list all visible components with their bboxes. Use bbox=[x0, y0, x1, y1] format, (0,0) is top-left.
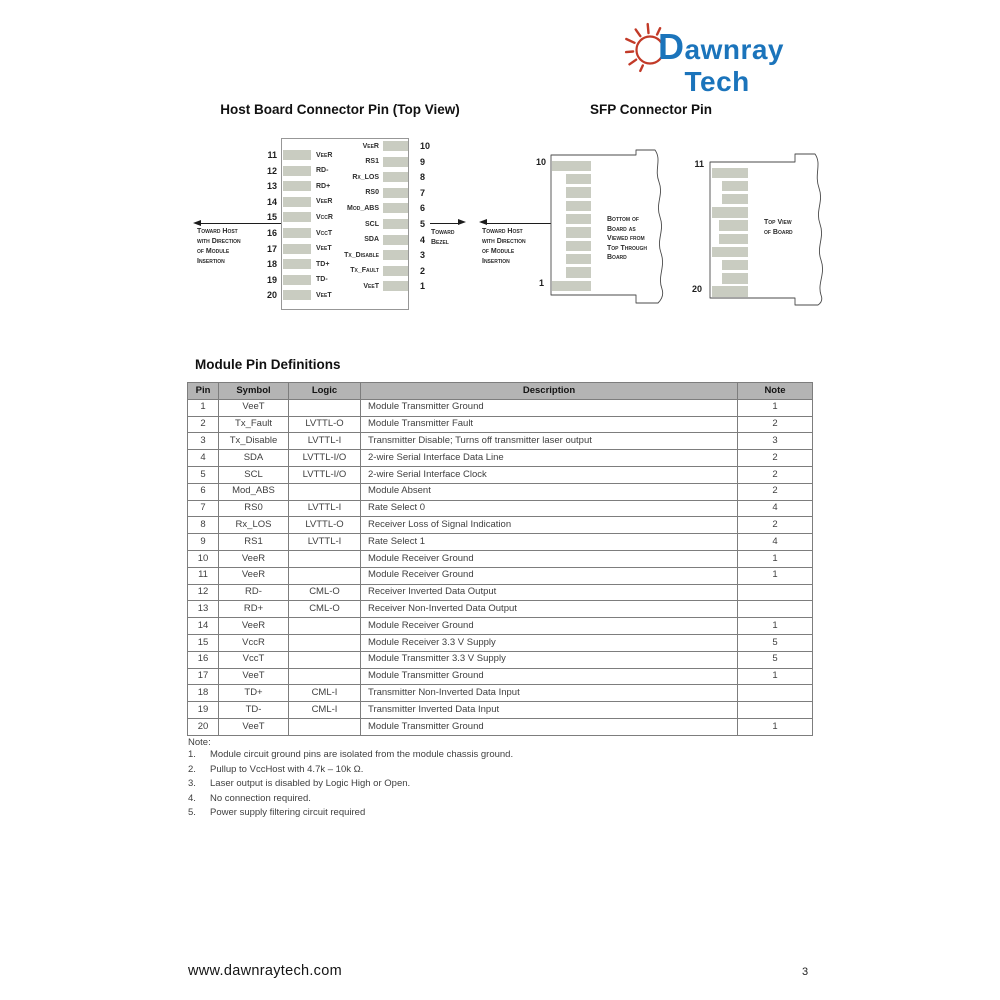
connector-pad bbox=[283, 290, 311, 300]
label-line: Top Through bbox=[607, 244, 647, 252]
cell-note bbox=[738, 685, 813, 702]
connector-pad bbox=[383, 250, 408, 260]
note-number: 3. bbox=[188, 778, 196, 789]
cell-symbol: VeeT bbox=[219, 668, 289, 685]
cell-description: Module Transmitter Ground bbox=[361, 668, 738, 685]
pin-number: 17 bbox=[266, 243, 277, 254]
pin-label: VeeR bbox=[316, 151, 333, 159]
pin-label: VeeR bbox=[316, 198, 333, 206]
pin-number: 4 bbox=[420, 234, 426, 245]
cell-pin: 15 bbox=[188, 634, 219, 651]
pin-label: VeeT bbox=[363, 282, 379, 290]
cell-logic: CML-I bbox=[289, 702, 361, 719]
sfp-pin-number: 10 bbox=[535, 157, 546, 167]
cell-pin: 1 bbox=[188, 399, 219, 416]
cell-pin: 17 bbox=[188, 668, 219, 685]
column-header: Logic bbox=[289, 383, 361, 400]
cell-pin: 10 bbox=[188, 550, 219, 567]
pin-number: 15 bbox=[266, 212, 277, 223]
cell-note: 2 bbox=[738, 466, 813, 483]
sfp-pad-1 bbox=[552, 281, 591, 292]
host-pin-row bbox=[284, 141, 430, 152]
cell-logic: CML-O bbox=[289, 601, 361, 618]
cell-note: 2 bbox=[738, 517, 813, 534]
pin-number: 1 bbox=[420, 281, 426, 292]
cell-logic: LVTTL-I bbox=[289, 534, 361, 551]
table-row bbox=[188, 584, 813, 601]
note-item bbox=[188, 748, 808, 763]
table-title: Module Pin Definitions bbox=[195, 357, 341, 372]
pin-number: 14 bbox=[266, 196, 277, 207]
cell-note bbox=[738, 584, 813, 601]
cell-symbol: TD+ bbox=[219, 685, 289, 702]
pin-label: SDA bbox=[364, 236, 379, 244]
label-line: of Module bbox=[197, 248, 230, 255]
cell-symbol: VeeT bbox=[219, 718, 289, 735]
cell-symbol: VeeR bbox=[219, 567, 289, 584]
table-row bbox=[188, 399, 813, 416]
pin-label: VeeR bbox=[362, 142, 379, 150]
connector-pad bbox=[383, 157, 408, 167]
label-line: with Direction bbox=[482, 238, 526, 245]
note-number: 5. bbox=[188, 807, 196, 818]
connector-pad bbox=[383, 266, 408, 276]
table-row bbox=[188, 534, 813, 551]
note-text: No connection required. bbox=[210, 792, 311, 804]
note-text: Module circuit ground pins are isolated from the module chassis ground. bbox=[210, 749, 514, 760]
table-row bbox=[188, 416, 813, 433]
note-text: Power supply filtering circuit required bbox=[210, 807, 366, 818]
notes-title: Note: bbox=[188, 737, 211, 748]
left-arrow-line bbox=[200, 223, 281, 224]
table-row bbox=[188, 651, 813, 668]
cell-note bbox=[738, 702, 813, 719]
column-header: Description bbox=[361, 383, 738, 400]
cell-note: 1 bbox=[738, 399, 813, 416]
notes-list bbox=[188, 748, 808, 821]
cell-description: 2-wire Serial Interface Data Line bbox=[361, 450, 738, 467]
table-row bbox=[188, 517, 813, 534]
sfp-pad-5 bbox=[566, 227, 591, 238]
pin-number: 2 bbox=[420, 265, 426, 276]
cell-pin: 5 bbox=[188, 466, 219, 483]
cell-symbol: RS1 bbox=[219, 534, 289, 551]
host-pin-row bbox=[284, 250, 425, 261]
cell-description: Transmitter Non-Inverted Data Input bbox=[361, 685, 738, 702]
pin-label: VeeT bbox=[316, 291, 332, 299]
table-row bbox=[188, 550, 813, 567]
sfp-pad-4 bbox=[566, 241, 591, 252]
cell-note: 1 bbox=[738, 618, 813, 635]
pin-label: TD- bbox=[316, 276, 328, 284]
table-row bbox=[188, 685, 813, 702]
note-item bbox=[188, 792, 808, 807]
column-header: Pin bbox=[188, 383, 219, 400]
note-number: 1. bbox=[188, 749, 196, 760]
table-row bbox=[188, 466, 813, 483]
pin-number: 13 bbox=[266, 181, 277, 192]
sfp-pad-14 bbox=[712, 207, 748, 218]
label-line: Top View bbox=[764, 219, 792, 226]
cell-logic: LVTTL-O bbox=[289, 416, 361, 433]
connector-pad bbox=[383, 203, 408, 213]
pin-number: 10 bbox=[420, 141, 431, 151]
host-pin-row bbox=[284, 265, 425, 276]
label-line: Board bbox=[607, 254, 627, 261]
pin-number: 6 bbox=[420, 203, 426, 214]
host-pin-row bbox=[284, 281, 425, 292]
cell-pin: 12 bbox=[188, 584, 219, 601]
note-text: Pullup to VccHost with 4.7k – 10k Ω. bbox=[210, 763, 364, 775]
cell-note: 4 bbox=[738, 534, 813, 551]
cell-logic bbox=[289, 550, 361, 567]
right-arrow-icon bbox=[458, 219, 466, 225]
logo-first-letter: D bbox=[658, 26, 685, 67]
connector-pad bbox=[383, 188, 408, 198]
cell-logic bbox=[289, 718, 361, 735]
label-line: Board as bbox=[607, 225, 636, 233]
pin-number: 11 bbox=[267, 150, 277, 160]
pin-number: 12 bbox=[266, 165, 277, 176]
cell-logic: LVTTL-I/O bbox=[289, 466, 361, 483]
pin-number: 20 bbox=[266, 290, 277, 301]
sfp-pad-15 bbox=[719, 220, 748, 231]
cell-symbol: SDA bbox=[219, 450, 289, 467]
cell-logic: CML-O bbox=[289, 584, 361, 601]
pin-label: Tx_Fault bbox=[350, 267, 379, 275]
pin-definitions-table bbox=[187, 382, 813, 736]
label-line: Bottom of bbox=[607, 216, 639, 223]
cell-note: 1 bbox=[738, 668, 813, 685]
sfp-pad-16 bbox=[719, 234, 748, 245]
note-text: Laser output is disabled by Logic High or Open. bbox=[210, 778, 411, 789]
pin-number: 16 bbox=[266, 228, 277, 238]
pin-number: 3 bbox=[420, 250, 426, 261]
pin-label: SCL bbox=[365, 220, 379, 228]
cell-symbol: Rx_LOS bbox=[219, 517, 289, 534]
cell-description: Transmitter Disable; Turns off transmitter laser output bbox=[361, 433, 738, 450]
note-item bbox=[188, 763, 808, 778]
cell-note: 3 bbox=[738, 433, 813, 450]
cell-description: Module Transmitter Fault bbox=[361, 416, 738, 433]
cell-pin: 4 bbox=[188, 450, 219, 467]
sfp-pad-13 bbox=[722, 194, 748, 205]
cell-description: Receiver Inverted Data Output bbox=[361, 584, 738, 601]
sfp-pad-19 bbox=[722, 273, 748, 284]
pin-label: Tx_Disable bbox=[344, 251, 379, 259]
note-item bbox=[188, 777, 808, 792]
cell-logic bbox=[289, 668, 361, 685]
pin-number: 8 bbox=[420, 172, 426, 183]
pin-number: 18 bbox=[266, 259, 277, 270]
label-line: Insertion bbox=[197, 258, 225, 265]
cell-pin: 9 bbox=[188, 534, 219, 551]
cell-logic: LVTTL-I bbox=[289, 500, 361, 517]
pin-label: VccR bbox=[316, 213, 333, 221]
cell-logic bbox=[289, 399, 361, 416]
cell-symbol: VeeR bbox=[219, 618, 289, 635]
host-pin-row bbox=[284, 219, 425, 230]
cell-pin: 20 bbox=[188, 718, 219, 735]
cell-logic: CML-I bbox=[289, 685, 361, 702]
label-line: Toward Host bbox=[197, 228, 238, 235]
host-pin-row bbox=[284, 234, 425, 245]
cell-symbol: VccT bbox=[219, 651, 289, 668]
sfp-pin-number: 20 bbox=[691, 284, 702, 294]
table-row bbox=[188, 634, 813, 651]
cell-pin: 11 bbox=[188, 567, 219, 584]
connector-pad bbox=[383, 141, 408, 151]
sfp-pad-12 bbox=[722, 181, 748, 192]
toward-host-left-label bbox=[197, 227, 241, 267]
table-row bbox=[188, 500, 813, 517]
sfp-pin-number: 11 bbox=[694, 159, 704, 169]
cell-note: 1 bbox=[738, 550, 813, 567]
cell-description: Module Receiver Ground bbox=[361, 618, 738, 635]
cell-logic: LVTTL-I bbox=[289, 433, 361, 450]
sfp-pad-10 bbox=[552, 161, 591, 172]
cell-logic bbox=[289, 651, 361, 668]
sfp-pad-20 bbox=[712, 286, 748, 297]
cell-pin: 7 bbox=[188, 500, 219, 517]
host-pin-row bbox=[284, 187, 425, 198]
host-diagram-title: Host Board Connector Pin (Top View) bbox=[220, 102, 460, 117]
table-row bbox=[188, 567, 813, 584]
cell-symbol: Tx_Fault bbox=[219, 416, 289, 433]
label-line: Toward bbox=[431, 229, 455, 236]
pin-number: 7 bbox=[420, 187, 426, 198]
page-number: 3 bbox=[802, 966, 809, 978]
host-pin-row bbox=[284, 203, 425, 214]
table-row bbox=[188, 450, 813, 467]
cell-note: 2 bbox=[738, 450, 813, 467]
label-line: Toward Host bbox=[482, 228, 523, 235]
table-row bbox=[188, 668, 813, 685]
table-header-row bbox=[188, 383, 813, 400]
cell-description: Module Transmitter Ground bbox=[361, 399, 738, 416]
sfp-pin-number: 1 bbox=[538, 278, 544, 288]
pin-label: RD+ bbox=[316, 182, 331, 190]
label-line: of Board bbox=[764, 228, 793, 236]
cell-note: 4 bbox=[738, 500, 813, 517]
cell-symbol: RS0 bbox=[219, 500, 289, 517]
sfp-pad-11 bbox=[712, 168, 748, 179]
cell-symbol: Tx_Disable bbox=[219, 433, 289, 450]
bezel-arrow-line bbox=[430, 223, 458, 224]
cell-symbol: RD- bbox=[219, 584, 289, 601]
cell-symbol: VeeR bbox=[219, 550, 289, 567]
top-view-label bbox=[764, 218, 793, 237]
pin-label: Mod_ABS bbox=[346, 204, 379, 212]
cell-symbol: TD- bbox=[219, 702, 289, 719]
note-number: 2. bbox=[188, 763, 196, 775]
cell-note: 2 bbox=[738, 416, 813, 433]
cell-description: Module Receiver Ground bbox=[361, 567, 738, 584]
cell-pin: 8 bbox=[188, 517, 219, 534]
cell-logic bbox=[289, 618, 361, 635]
cell-note: 1 bbox=[738, 567, 813, 584]
cell-pin: 6 bbox=[188, 483, 219, 500]
label-line: Viewed from bbox=[607, 235, 645, 242]
sfp-diagram-title: SFP Connector Pin bbox=[589, 102, 712, 117]
host-pin-row bbox=[284, 172, 425, 183]
sfp-pad-3 bbox=[566, 254, 591, 265]
cell-pin: 16 bbox=[188, 651, 219, 668]
cell-logic bbox=[289, 483, 361, 500]
cell-pin: 14 bbox=[188, 618, 219, 635]
cell-note: 5 bbox=[738, 651, 813, 668]
pin-number: 9 bbox=[420, 156, 426, 167]
table-row bbox=[188, 601, 813, 618]
toward-bezel-label bbox=[431, 228, 454, 248]
sfp-pad-2 bbox=[566, 267, 591, 278]
connector-pad bbox=[383, 235, 408, 245]
cell-symbol: VeeT bbox=[219, 399, 289, 416]
cell-pin: 2 bbox=[188, 416, 219, 433]
cell-description: 2-wire Serial Interface Clock bbox=[361, 466, 738, 483]
cell-note: 2 bbox=[738, 483, 813, 500]
cell-logic: LVTTL-O bbox=[289, 517, 361, 534]
toward-host-right-label bbox=[482, 227, 526, 267]
bottom-view-label bbox=[607, 215, 647, 263]
label-line: with Direction bbox=[197, 238, 241, 245]
cell-logic bbox=[289, 567, 361, 584]
cell-symbol: Mod_ABS bbox=[219, 483, 289, 500]
label-line: Bezel bbox=[431, 239, 449, 246]
label-line: of Module bbox=[482, 248, 515, 255]
cell-description: Receiver Non-Inverted Data Output bbox=[361, 601, 738, 618]
table-row bbox=[188, 483, 813, 500]
sfp-pad-6 bbox=[566, 214, 591, 225]
cell-pin: 18 bbox=[188, 685, 219, 702]
notes-section bbox=[188, 737, 808, 821]
sfp-pad-9 bbox=[566, 174, 591, 185]
pin-label: VeeT bbox=[316, 245, 332, 253]
note-number: 4. bbox=[188, 792, 196, 804]
pin-label: RS1 bbox=[365, 158, 379, 166]
pin-label: Rx_LOS bbox=[352, 173, 379, 181]
cell-pin: 19 bbox=[188, 702, 219, 719]
pin-number: 19 bbox=[266, 274, 277, 285]
cell-description: Transmitter Inverted Data Input bbox=[361, 702, 738, 719]
sfp-pad-18 bbox=[722, 260, 748, 271]
sfp-pad-7 bbox=[566, 201, 591, 212]
pin-label: RD- bbox=[316, 167, 329, 175]
cell-description: Module Receiver Ground bbox=[361, 550, 738, 567]
sfp-pad-8 bbox=[566, 187, 591, 198]
cell-symbol: RD+ bbox=[219, 601, 289, 618]
note-item bbox=[188, 806, 808, 821]
cell-description: Module Absent bbox=[361, 483, 738, 500]
cell-description: Rate Select 0 bbox=[361, 500, 738, 517]
cell-note bbox=[738, 601, 813, 618]
table-row bbox=[188, 702, 813, 719]
cell-pin: 13 bbox=[188, 601, 219, 618]
cell-description: Rate Select 1 bbox=[361, 534, 738, 551]
footer-url: www.dawnraytech.com bbox=[188, 963, 342, 979]
cell-logic bbox=[289, 634, 361, 651]
column-header: Note bbox=[738, 383, 813, 400]
pin-label: RS0 bbox=[365, 189, 379, 197]
connector-pad bbox=[383, 172, 408, 182]
cell-description: Module Transmitter Ground bbox=[361, 718, 738, 735]
cell-symbol: SCL bbox=[219, 466, 289, 483]
pin-table-body bbox=[188, 399, 813, 735]
cell-symbol: VccR bbox=[219, 634, 289, 651]
sfp-pad-17 bbox=[712, 247, 748, 258]
cell-description: Module Transmitter 3.3 V Supply bbox=[361, 651, 738, 668]
connector-pad bbox=[383, 281, 408, 291]
logo-rest: awnray Tech bbox=[684, 34, 784, 97]
logo-text bbox=[658, 26, 852, 98]
column-header: Symbol bbox=[219, 383, 289, 400]
pin-label: VccT bbox=[316, 229, 333, 237]
host-pin-row bbox=[284, 156, 425, 167]
table-row bbox=[188, 618, 813, 635]
cell-pin: 3 bbox=[188, 433, 219, 450]
cell-description: Receiver Loss of Signal Indication bbox=[361, 517, 738, 534]
cell-description: Module Receiver 3.3 V Supply bbox=[361, 634, 738, 651]
connector-pad bbox=[383, 219, 408, 229]
cell-note: 5 bbox=[738, 634, 813, 651]
table-row bbox=[188, 718, 813, 735]
table-row bbox=[188, 433, 813, 450]
label-line: Insertion bbox=[482, 258, 510, 265]
pin-number: 5 bbox=[420, 219, 426, 229]
pin-label: TD+ bbox=[316, 260, 330, 268]
company-logo bbox=[622, 20, 852, 97]
cell-note: 1 bbox=[738, 718, 813, 735]
cell-logic: LVTTL-I/O bbox=[289, 450, 361, 467]
